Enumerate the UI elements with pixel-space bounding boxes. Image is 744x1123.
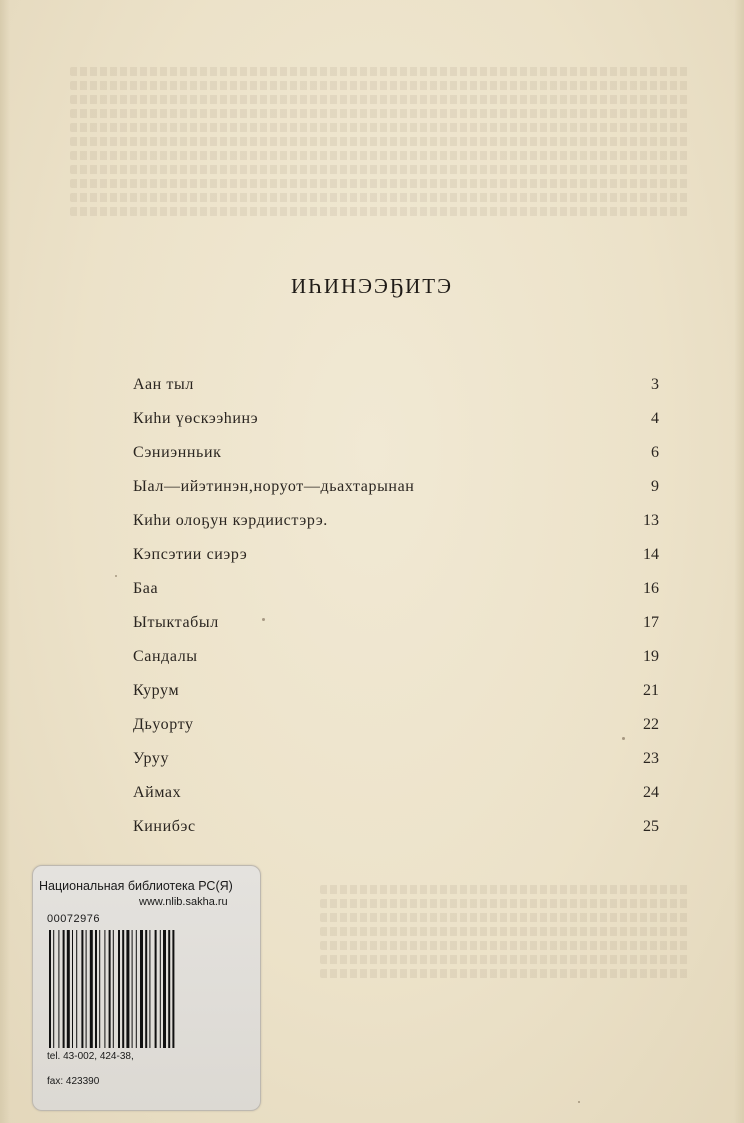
toc-entry: [133, 746, 659, 780]
barcode-graphic: [47, 930, 245, 1054]
toc-entry-page: 23: [643, 750, 659, 767]
barcode-bar: [163, 930, 166, 1048]
library-url: www.nlib.sakha.ru: [139, 896, 228, 908]
barcode-bar: [86, 930, 87, 1048]
paper-speck: [115, 575, 117, 577]
library-barcode-sticker: [32, 865, 261, 1111]
library-phone: tel. 43-002, 424-38,: [47, 1051, 134, 1062]
barcode-bar: [63, 930, 65, 1048]
barcode-bar: [76, 930, 77, 1048]
toc-entry-page: 17: [643, 614, 659, 631]
toc-entry-page: 13: [643, 512, 659, 529]
toc-entry-page: 4: [651, 410, 659, 427]
barcode-bar: [149, 930, 150, 1048]
toc-entry-page: 22: [643, 716, 659, 733]
toc-entry: [133, 542, 659, 576]
barcode-bar: [67, 930, 70, 1048]
toc-entry-title: Аймах: [133, 784, 182, 801]
toc-entry-page: 19: [643, 648, 659, 665]
barcode-bar: [49, 930, 51, 1048]
barcode-bar: [104, 930, 105, 1048]
barcode-bar: [145, 930, 147, 1048]
barcode-bar: [122, 930, 124, 1048]
toc-entry-title: Аан тыл: [133, 376, 194, 393]
barcode-bar: [136, 930, 137, 1048]
toc-entry-title: Кинибэс: [133, 818, 196, 835]
toc-entry-title: Ытыктабыл: [133, 614, 219, 631]
paper-speck: [262, 618, 265, 621]
toc-entry-title: Дьуорту: [133, 716, 194, 733]
toc-entry-title: Сэниэнньик: [133, 444, 222, 461]
toc-entry-page: 21: [643, 682, 659, 699]
toc-entry: [133, 678, 659, 712]
toc-entry-page: 16: [643, 580, 659, 597]
barcode-bar: [53, 930, 54, 1048]
toc-entry: [133, 406, 659, 440]
barcode-bar: [155, 930, 157, 1048]
barcode-number: 00072976: [47, 913, 100, 925]
toc-entry: [133, 814, 659, 848]
barcode-bar: [109, 930, 111, 1048]
toc-entry: [133, 644, 659, 678]
barcode-bar: [168, 930, 170, 1048]
page-edge-left: [0, 0, 10, 1123]
paper-speck: [578, 1101, 580, 1103]
toc-entry-page: 6: [651, 444, 659, 461]
barcode-image: [47, 930, 245, 1054]
barcode-bar: [58, 930, 59, 1048]
barcode-bar: [90, 930, 93, 1048]
page-title: ИҺИНЭЭҔИТЭ: [291, 274, 453, 298]
toc-entry: [133, 576, 659, 610]
barcode-bar: [160, 930, 161, 1048]
barcode-bar: [172, 930, 174, 1048]
barcode-bar: [132, 930, 133, 1048]
toc-entry-title: Сандалы: [133, 648, 198, 665]
barcode-bar: [140, 930, 143, 1048]
barcode-bar: [126, 930, 129, 1048]
library-name: Национальная библиотека РС(Я): [39, 879, 233, 893]
barcode-bar: [72, 930, 73, 1048]
toc-entry-page: 25: [643, 818, 659, 835]
toc-entry-page: 9: [651, 478, 659, 495]
toc-entry-title: Киһи үөскээһинэ: [133, 410, 259, 427]
library-fax: fax: 423390: [47, 1076, 100, 1087]
table-of-contents: [133, 372, 659, 848]
toc-entry-title: Ыал—ийэтинэн,норуот—дьахтарынан: [133, 478, 415, 495]
toc-entry-title: Курум: [133, 682, 180, 699]
barcode-bar: [95, 930, 97, 1048]
toc-entry: [133, 610, 659, 644]
toc-entry-page: 24: [643, 784, 659, 801]
toc-entry-page: 14: [643, 546, 659, 563]
toc-entry: [133, 372, 659, 406]
toc-entry: [133, 508, 659, 542]
barcode-bar: [81, 930, 83, 1048]
toc-entry: [133, 780, 659, 814]
toc-entry-title: Кэпсэтии сиэрэ: [133, 546, 248, 563]
toc-entry: [133, 474, 659, 508]
paper-speck: [622, 737, 625, 740]
barcode-bar: [118, 930, 120, 1048]
barcode-bar: [99, 930, 100, 1048]
bleed-through-top: [70, 62, 690, 302]
page-edge-right: [734, 0, 744, 1123]
barcode-bar: [113, 930, 114, 1048]
toc-entry-page: 3: [651, 376, 659, 393]
toc-entry: [133, 440, 659, 474]
toc-entry-title: Баа: [133, 580, 159, 597]
toc-entry-title: Киһи олоҕун кэрдиистэрэ.: [133, 512, 328, 529]
toc-entry: [133, 712, 659, 746]
toc-entry-title: Уруу: [133, 750, 170, 767]
